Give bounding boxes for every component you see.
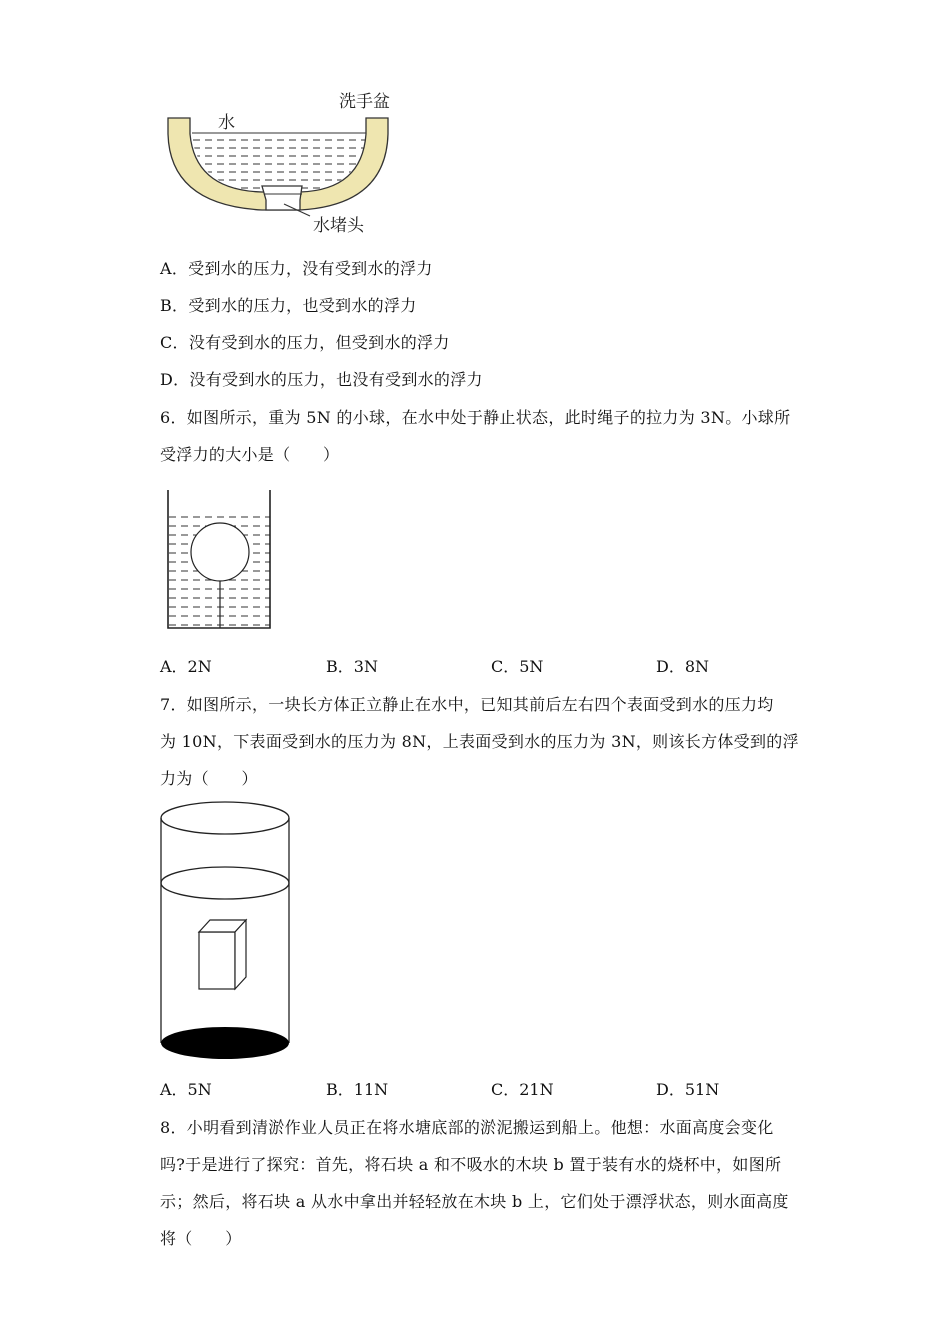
q8-stem-line-2: 吗?于是进行了探究：首先，将石块 a 和不吸水的木块 b 置于装有水的烧杯中，如图所 [160, 1155, 782, 1174]
q7-stem-line-2: 为 10N，下表面受到水的压力为 8N，上表面受到水的压力为 3N，则该长方体受到的浮 [160, 732, 799, 751]
label-water: 水 [218, 113, 235, 133]
q8-stem-line-3: 示；然后，将石块 a 从水中拿出并轻轻放在木块 b 上，它们处于漂浮状态，则水面高度 [160, 1192, 789, 1211]
q6-stem-line-1: 6．如图所示，重为 5N 的小球，在水中处于静止状态，此时绳子的拉力为 3N。小球所 [160, 408, 791, 427]
q5-option-b[interactable]: B．受到水的压力，也受到水的浮力 [160, 296, 417, 315]
cylinder-base [161, 1027, 289, 1059]
q7-stem-line-1: 7．如图所示，一块长方体正立静止在水中，已知其前后左右四个表面受到水的压力均 [160, 695, 774, 714]
label-plug: 水堵头 [313, 216, 364, 236]
q6-option-a[interactable]: A．2N [160, 657, 212, 676]
q6-option-c[interactable]: C．5N [491, 657, 544, 676]
cuboid [199, 920, 246, 989]
q5-option-c[interactable]: C．没有受到水的压力，但受到水的浮力 [160, 333, 450, 352]
q7-option-c[interactable]: C．21N [491, 1080, 554, 1099]
q6-option-b[interactable]: B．3N [326, 657, 378, 676]
q8-stem-line-1: 8．小明看到清淤作业人员正在将水塘底部的淤泥搬运到船上。他想：水面高度会变化 [160, 1118, 774, 1137]
q7-option-d[interactable]: D．51N [656, 1080, 720, 1099]
label-basin: 洗手盆 [339, 92, 390, 112]
q6-stem-line-2: 受浮力的大小是（ ） [160, 445, 340, 464]
q7-option-b[interactable]: B．11N [326, 1080, 389, 1099]
q7-stem-line-3: 力为（ ） [160, 769, 258, 788]
q7-option-a[interactable]: A．5N [160, 1080, 212, 1099]
q8-stem-line-4: 将（ ） [160, 1229, 242, 1248]
q5-option-a[interactable]: A．受到水的压力，没有受到水的浮力 [160, 259, 433, 278]
q6-option-d[interactable]: D．8N [656, 657, 710, 676]
q5-option-d[interactable]: D．没有受到水的压力，也没有受到水的浮力 [160, 370, 483, 389]
